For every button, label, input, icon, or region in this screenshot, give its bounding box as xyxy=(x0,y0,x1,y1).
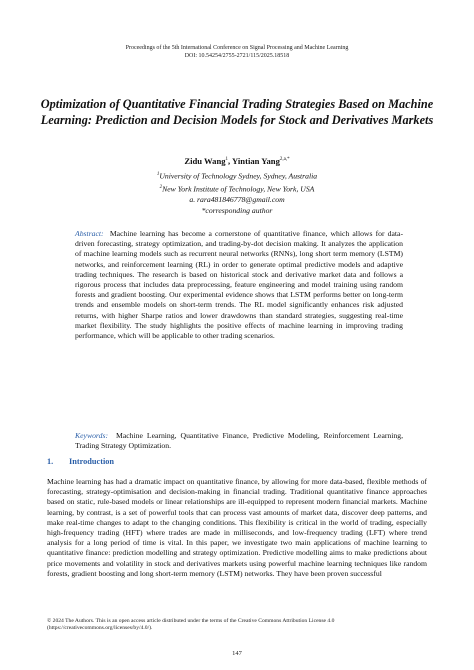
license-footer xyxy=(47,618,427,632)
author-separator: , xyxy=(228,156,233,166)
abstract-label: Abstract: xyxy=(75,229,104,238)
author-line xyxy=(0,156,474,166)
author-affiliation-mark: 2,a,* xyxy=(279,157,290,163)
abstract-text: Machine learning has become a cornerstone of quantitative finance, which allows for data-driven forecasting, strategy optimization, and trading-by-dot decision making. It analyzes the application of machine learning models such as recurrent neural networks (RNNs), long short term memory (LSTM) networks, and reinforcement learning (RL) in order to generate optimal predictive models and adaptive trading techniques. The research is based on historical stock and derivative market data and follows a rigorous process that includes data preprocessing, feature engineering and model training using random forests and gradient boosting. Our experimental evidence shows that LSTM performs better on long-term trends and ensemble models on short-term trends. The RL model significantly enhances risk adjusted returns, with higher Sharpe ratios and lower drawdowns than standard strategies, suggesting real-time market flexibility. The study highlights the positive effects of machine learning in improving trading performance, which will be applicable to other trading scenarios. xyxy=(75,229,404,341)
conference-name: Proceedings of the 5th International Conference on Signal Processing and Machine Learning xyxy=(125,45,349,51)
corresponding-author-note: *corresponding author xyxy=(201,206,273,216)
author-affiliation-mark: 1 xyxy=(225,157,229,163)
author-name: Yintian Yang xyxy=(232,156,280,166)
keywords xyxy=(75,431,403,451)
author-name: Zidu Wang xyxy=(184,156,226,166)
running-header xyxy=(0,44,474,60)
keywords-text: Machine Learning, Quantitative Finance, Predictive Modeling, Reinforcement Learning, Trading Strategy Optimization. xyxy=(75,431,404,451)
paper-title: Optimization of Quantitative Financial Trading Strategies Based on Machine Learning: Prediction and Decision Models for Stock and Derivatives Markets xyxy=(40,97,434,127)
affiliation-text: New York Institute of Technology, New York, USA xyxy=(162,184,315,194)
doi: DOI: 10.54254/2755-2721/115/2025.18518 xyxy=(184,53,290,59)
affiliation-2 xyxy=(0,182,474,195)
body-paragraph: Machine learning has had a dramatic impact on quantitative finance, by allowing for more data-based, flexible methods of forecasting, strategy-optimisation and decision-making in financial trading. Traditional quantitative finance approaches based on static, rule-based models or linear relationships are ill-equipped to represent modern financial markets. Machine learning, by contrast, is a set of powerful tools that can process vast amounts of market data, discover deep patterns, and make real-time changes to adapt to the changing conditions. This flexibility is critical in the world of trading, especially high-frequency trading (HFT) where trades are made in milliseconds, and low-frequency trading (LFT) where trend analysis for a long period of time is vital. In this paper, we investigate two main applications of machine learning to quantitative finance: prediction modelling and strategy optimization. Predictive modelling aims to make predictions about price movements and volatility in stock and derivatives markets using powerful machine learning techniques like random forests, gradient boosting and long short-term memory (LSTM) networks. They have been proven successful xyxy=(47,477,427,578)
affiliation-text: University of Technology Sydney, Sydney, Australia xyxy=(159,171,318,181)
affiliation-1 xyxy=(0,169,474,182)
affiliations xyxy=(0,169,474,216)
author-email: a. rara481846778@gmail.com xyxy=(189,195,285,205)
license-url: (https://creativecommons.org/licenses/by/4.0/). xyxy=(47,625,153,631)
license-text: © 2024 The Authors. This is an open access article distributed under the terms of the Creative Commons Attribution License 4.0 xyxy=(47,618,335,624)
affiliation-mark: 1 xyxy=(156,172,160,177)
section-title: Introduction xyxy=(69,457,115,466)
affiliation-mark: 2 xyxy=(159,184,163,190)
page-number: 147 xyxy=(232,650,242,657)
section-number: 1. xyxy=(47,457,54,466)
abstract xyxy=(75,229,403,341)
section-heading xyxy=(47,457,114,466)
keywords-label: Keywords: xyxy=(75,431,109,440)
